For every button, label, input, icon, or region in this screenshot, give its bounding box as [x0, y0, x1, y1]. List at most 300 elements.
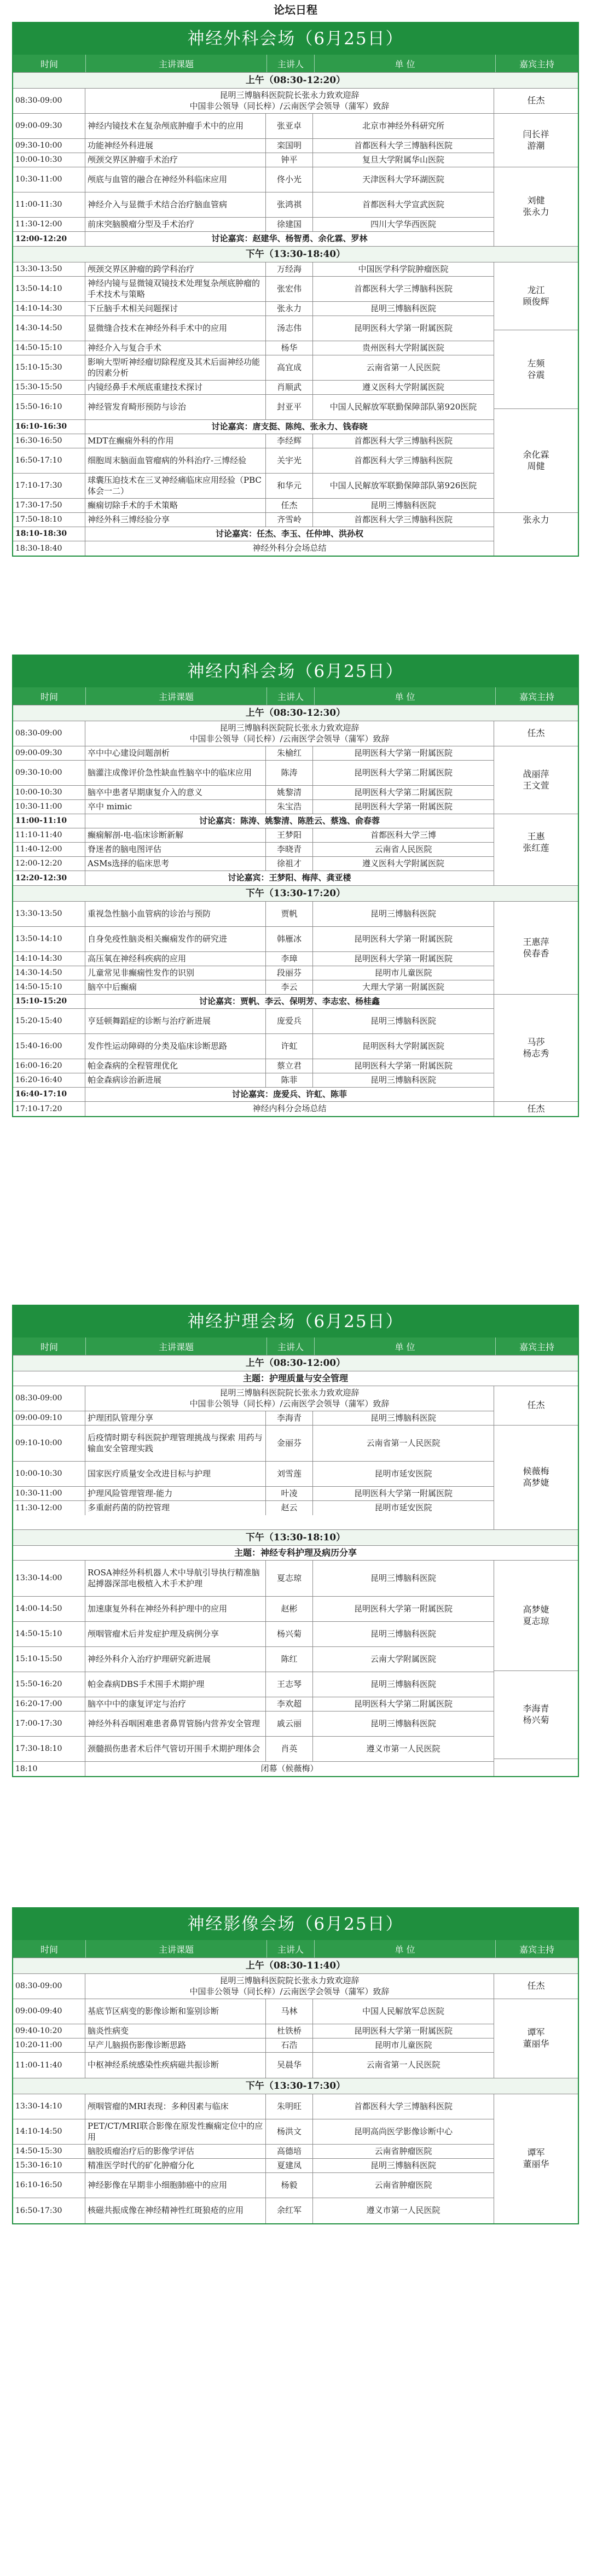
row-topic: ASMs选择的临床思考 [85, 857, 266, 871]
schedule-row [13, 1622, 494, 1647]
row-time: 16:20-16:40 [13, 1073, 85, 1087]
row-time: 11:30-12:00 [13, 1501, 85, 1515]
row-unit: 昆明医科大学第一附属医院 [354, 1603, 453, 1614]
row-unit: 北京市神经外科研究所 [362, 120, 444, 131]
row-topic: 脑灌注成像评价急性缺血性脑卒中的临床应用 [85, 761, 266, 785]
schedule-row [13, 2198, 494, 2223]
host-column [494, 1386, 578, 1529]
row-unit: 贵州医科大学附属医院 [362, 342, 444, 353]
schedule-row [13, 843, 494, 857]
session-title: 上午（08:30-12:00） [13, 1356, 578, 1371]
row-unit: 昆明医科大学附属医院 [362, 1041, 444, 1051]
schedule-row [13, 513, 494, 527]
discussion-guests: 讨论嘉宾：陈涛、姚黎清、陈胜云、蔡逸、俞春蓉 [199, 815, 380, 826]
schedule-row [13, 381, 494, 395]
host-cell: 刘健 张永力 [523, 195, 549, 217]
venue-section [12, 1305, 579, 1777]
row-topic: 神经外科介入治疗护理研究新进展 [85, 1647, 266, 1672]
col-header-host: 嘉宾主持 [519, 691, 554, 702]
row-unit: 云南省人民医院 [374, 844, 432, 854]
host-cell: 战丽萍 王文萱 [494, 746, 578, 814]
row-unit: 首都医科大学三博脑科医院 [354, 514, 453, 524]
row-unit: 中国人民解放军联勤保障部队第926医院 [329, 480, 477, 490]
row-time: 14:00-14:50 [13, 1597, 85, 1621]
session-body [13, 2094, 578, 2223]
row-speaker: 汤志伟 [266, 316, 313, 341]
session-rows [13, 1386, 494, 1529]
row-speaker: 段丽芬 [266, 966, 313, 980]
row-speaker: 徐祖才 [266, 857, 313, 871]
row-unit: 昆明医科大学第一附属医院 [354, 323, 453, 333]
row-speaker: 杨华 [266, 341, 313, 355]
col-header-time: 时间 [13, 1337, 86, 1355]
row-topic: 护理风险管理管理-能力 [85, 1487, 266, 1500]
schedule-row [13, 277, 494, 302]
row-unit: 昆明三博脑科医院 [370, 1412, 436, 1423]
row-unit: 昆明医科大学第一附属医院 [354, 747, 453, 758]
session-block [13, 2078, 578, 2223]
row-topic: 前床突脑膜瘤分型及手术治疗 [85, 218, 266, 231]
host-column [494, 262, 578, 556]
row-speaker: 贾帆 [266, 902, 313, 926]
row-topic: 脊迷者的脑电图评估 [85, 843, 266, 856]
row-time: 09:40-10:20 [13, 2024, 85, 2038]
row-unit: 昆明医科大学第一附属医院 [354, 933, 453, 944]
row-unit: 遵义市第一人民医院 [366, 2205, 441, 2216]
schedule-row [13, 153, 494, 167]
row-speaker: 赵云 [266, 1501, 313, 1515]
venue-section [12, 22, 579, 557]
row-unit: 昆明医科大学第二附属医院 [354, 787, 453, 797]
schedule-row [13, 192, 494, 218]
session-title: 下午（13:30-18:40） [13, 247, 578, 262]
row-time: 18:30-18:40 [13, 541, 85, 556]
row-speaker: 杨洪文 [266, 2119, 313, 2144]
row-time: 16:30-16:50 [13, 434, 85, 448]
row-speaker: 王梦阳 [266, 828, 313, 842]
row-unit: 云南省第一人民医院 [366, 2060, 441, 2070]
session-body [13, 1386, 578, 1529]
schedule-row [13, 2173, 494, 2198]
row-unit: 昆明三博脑科医院 [370, 2160, 436, 2170]
row-topic: 卒中中心建设问题剖析 [85, 746, 266, 760]
row-time: 10:30-11:00 [13, 800, 85, 814]
row-topic: 脑卒中中的康复评定与治疗 [85, 1697, 266, 1711]
row-time: 14:10-14:50 [13, 2119, 85, 2144]
session-subtitle: 主题：神经专科护理及病历分享 [13, 1546, 578, 1561]
row-topic: 自身免疫性脑炎相关癫痫发作的研究进 [85, 927, 266, 951]
schedule-row [13, 1426, 494, 1462]
discussion-guests: 讨论嘉宾：唐支挺、陈纯、张永力、钱春晓 [211, 421, 368, 431]
row-speaker: 徐建国 [266, 218, 313, 231]
session-rows [13, 1974, 494, 2078]
row-topic: 帕金森病DBS手术围手术期护理 [85, 1672, 266, 1697]
row-time: 16:40-17:10 [13, 1088, 85, 1101]
host-cell: 任杰 [494, 89, 578, 114]
row-time: 11:00-11:30 [13, 192, 85, 217]
venue-section [12, 1907, 579, 2224]
session-block [13, 1355, 578, 1529]
host-cell: 左频 谷震 [494, 330, 578, 409]
row-time: 09:00-09:10 [13, 1411, 85, 1425]
row-speaker: 朱榆红 [266, 746, 313, 760]
schedule-row [13, 828, 494, 843]
host-cell: 马莎 杨志秀 [494, 995, 578, 1102]
row-unit: 昆明三博脑科医院 [370, 500, 436, 510]
row-time: 11:30-12:00 [13, 218, 85, 231]
row-time: 15:10-15:50 [13, 1647, 85, 1672]
row-topic: 脑卒中患者早期康复介入的意义 [85, 786, 266, 799]
host-cell: 任杰 [527, 1103, 545, 1114]
row-time: 13:50-14:10 [13, 277, 85, 301]
venue-banner: 神经影像会场（6月25日） [13, 1908, 578, 1940]
row-time: 13:50-14:10 [13, 927, 85, 951]
row-time: 14:50-15:10 [13, 341, 85, 355]
host-cell: 闫长祥 游潮 [494, 114, 578, 167]
row-topic: 核磁共振成像在神经精神性红斑狼疮的应用 [85, 2198, 266, 2223]
table-header [13, 1940, 578, 1958]
host-cell: 龙江 顾俊辉 [494, 262, 578, 330]
col-header-host: 嘉宾主持 [519, 59, 554, 69]
row-topic: 脑胶质瘤治疗后的影像学评估 [85, 2145, 266, 2158]
row-topic: 神经外科三博经验分享 [85, 513, 266, 527]
row-topic: 神经介入与复合手术 [85, 341, 266, 355]
schedule-row [13, 434, 494, 448]
host-cell: 高梦婕 夏志琼 [494, 1561, 578, 1671]
row-topic: 细胞周末脑面血管瘤病的外科治疗-三博经验 [85, 448, 266, 473]
row-unit: 云南大学附属医院 [370, 1654, 436, 1664]
row-topic: 帕金森病诊治新进展 [85, 1073, 266, 1087]
row-unit: 昆明市延安医院 [374, 1503, 432, 1513]
schedule-row [13, 1501, 494, 1515]
host-cell [494, 1759, 578, 1773]
schedule-row [13, 262, 494, 277]
host-cell: 王惠萍 侯春香 [494, 902, 578, 995]
row-speaker: 叶凌 [266, 1487, 313, 1500]
program-row [13, 541, 494, 556]
row-unit: 昆明三博脑科医院 [370, 908, 436, 919]
row-program: 昆明三博脑科医院院长张永力致欢迎辞 中国非公领导（同长梓）/云南医学会领导（蒲军）致辞 [189, 723, 390, 744]
discussion-row [13, 527, 494, 541]
row-speaker: 钟平 [266, 153, 313, 167]
row-time: 16:10-16:50 [13, 2173, 85, 2198]
schedule-row [13, 1462, 494, 1487]
row-unit: 遵义医科大学附属医院 [362, 858, 444, 868]
col-header-topic: 主讲课题 [86, 687, 267, 705]
row-time: 08:30-09:00 [13, 89, 85, 113]
row-time: 15:50-16:20 [13, 1672, 85, 1697]
row-speaker: 庞爱兵 [266, 1009, 313, 1033]
row-speaker: 李欢超 [266, 1697, 313, 1711]
row-time: 16:10-16:30 [13, 420, 85, 434]
host-column [494, 1561, 578, 1776]
row-time: 16:20-17:00 [13, 1697, 85, 1711]
row-topic: 护理团队管理分享 [85, 1411, 266, 1425]
row-speaker: 蔡立君 [266, 1059, 313, 1073]
schedule-row [13, 857, 494, 871]
row-topic: 后疫情时期专科医院护理管理挑战与探索 用药与输血安全管理实践 [85, 1426, 266, 1461]
session-body [13, 902, 578, 1116]
row-topic: 高压氧在神经科疾病的应用 [85, 952, 266, 966]
col-header-topic: 主讲课题 [86, 55, 267, 72]
row-speaker: 李璋 [266, 952, 313, 966]
col-header-host: 嘉宾主持 [519, 1341, 554, 1352]
row-time: 10:00-10:30 [13, 153, 85, 167]
host-cell: 李海青 杨兴菊 [494, 1671, 578, 1759]
row-topic: 颈髓损伤患者术后伴气管切开围手术期护理体会 [85, 1737, 266, 1761]
row-time: 14:30-14:50 [13, 316, 85, 341]
row-unit: 云南省肿瘤医院 [374, 2180, 432, 2190]
schedule-row [13, 139, 494, 153]
schedule-row [13, 1073, 494, 1088]
row-unit: 昆明医科大学第一附属医院 [354, 2025, 453, 2036]
row-unit: 昆明市儿童医院 [374, 2040, 432, 2050]
schedule-row [13, 218, 494, 232]
host-cell: 任杰 [494, 1386, 578, 1426]
schedule-row [13, 2024, 494, 2038]
host-column [494, 2094, 578, 2223]
row-speaker: 夏建凤 [266, 2159, 313, 2172]
schedule-row [13, 966, 494, 980]
host-cell: 余化霖 周健 [494, 409, 578, 513]
row-time: 08:30-09:00 [13, 1974, 85, 1999]
row-speaker: 和华元 [266, 474, 313, 498]
session-body [13, 262, 578, 556]
schedule-row [13, 1059, 494, 1073]
row-speaker: 封亚平 [266, 395, 313, 419]
row-topic: 重视急性脑小血管病的诊治与预防 [85, 902, 266, 926]
venue-banner: 神经内科会场（6月25日） [13, 656, 578, 687]
row-unit: 云南省第一人民医院 [366, 362, 441, 372]
col-header-unit: 单 位 [315, 1940, 496, 1958]
row-time: 09:00-09:40 [13, 1999, 85, 2024]
row-time: 13:30-13:50 [13, 902, 85, 926]
col-header-speaker: 主讲人 [267, 1940, 315, 1958]
schedule-row [13, 114, 494, 139]
col-header-time: 时间 [13, 1940, 86, 1958]
row-time: 14:30-14:50 [13, 966, 85, 980]
discussion-guests: 讨论嘉宾：王梦阳、梅萍、龚亚楼 [228, 873, 351, 883]
row-topic: 帕金森病的全程管理优化 [85, 1059, 266, 1073]
schedule-row [13, 167, 494, 192]
row-speaker: 戚云丽 [266, 1712, 313, 1736]
program-row [13, 89, 494, 114]
row-time: 17:30-18:10 [13, 1737, 85, 1761]
schedule-row [13, 355, 494, 381]
schedule-row [13, 1561, 494, 1597]
venue-banner: 神经护理会场（6月25日） [13, 1306, 578, 1337]
col-header-topic: 主讲课题 [86, 1940, 267, 1958]
row-unit: 昆明三博脑科医院 [370, 1628, 436, 1639]
host-cell: 任杰 [494, 721, 578, 746]
session-title: 下午（13:30-17:20） [13, 886, 578, 902]
row-time: 17:50-18:10 [13, 513, 85, 527]
row-time: 12:00-12:20 [13, 232, 85, 246]
schedule-row [13, 474, 494, 499]
row-time: 15:30-16:10 [13, 2159, 85, 2172]
row-topic: 神经内镜与显微镜双镜技术处理复杂颅底肿瘤的手术技术与策略 [85, 277, 266, 301]
row-speaker: 余红军 [266, 2198, 313, 2223]
row-speaker: 陈菲 [266, 1073, 313, 1087]
row-topic: 基底节区病变的影像诊断和鉴别诊断 [85, 1999, 266, 2024]
schedule-row [13, 746, 494, 761]
session-block [13, 72, 578, 246]
row-unit: 昆明医科大学第一附属医院 [354, 953, 453, 963]
host-cell: 谭军 董丽华 [523, 2147, 549, 2169]
schedule-row [13, 2159, 494, 2173]
row-time: 09:10-10:00 [13, 1426, 85, 1461]
row-program: 神经内科分会场总结 [252, 1103, 327, 1114]
row-topic: 影响大型听神经瘤切除程度及其术后面神经功能的因素分析 [85, 355, 266, 380]
row-time: 17:00-17:30 [13, 1712, 85, 1736]
program-row [13, 1386, 494, 1411]
session-title: 上午（08:30-12:20） [13, 73, 578, 89]
row-speaker: 李海青 [266, 1411, 313, 1425]
doc-title: 论坛日程 [274, 3, 317, 16]
session-title: 下午（13:30-18:10） [13, 1530, 578, 1546]
row-time: 15:10-15:20 [13, 995, 85, 1008]
row-unit: 中国医学科学院肿瘤医院 [358, 264, 449, 274]
schedule-row [13, 1697, 494, 1712]
row-topic: 神经内镜技术在复杂颅底肿瘤手术中的应用 [85, 114, 266, 138]
row-speaker: 陈红 [266, 1647, 313, 1672]
row-speaker: 夏志琼 [266, 1561, 313, 1596]
row-speaker: 齐雪岭 [266, 513, 313, 527]
row-speaker: 许虹 [266, 1034, 313, 1059]
schedule-row [13, 1009, 494, 1034]
row-time: 15:40-16:00 [13, 1034, 85, 1059]
session-body [13, 89, 578, 246]
row-time: 11:10-11:40 [13, 828, 85, 842]
discussion-row [13, 871, 494, 885]
host-column [494, 902, 578, 1116]
row-unit: 昆明市儿童医院 [374, 967, 432, 978]
row-time: 13:30-14:10 [13, 2094, 85, 2119]
row-speaker: 陈涛 [266, 761, 313, 785]
host-cell: 候薇梅 高梦婕 [523, 1466, 549, 1488]
row-unit: 昆明三博脑科医院 [370, 1015, 436, 1026]
discussion-guests: 讨论嘉宾：赵建华、杨智勇、余化霖、罗林 [211, 233, 368, 244]
row-topic: 颅咽管瘤术后并发症护理及病例分享 [85, 1622, 266, 1646]
session-title: 上午（08:30-11:40） [13, 1958, 578, 1974]
row-topic: 脑卒中后癫痫 [85, 980, 266, 994]
row-topic: 内镜经鼻手术颅底重建技术探讨 [85, 381, 266, 394]
row-unit: 遵义医科大学附属医院 [362, 382, 444, 392]
schedule-row [13, 448, 494, 474]
row-time: 16:50-17:10 [13, 448, 85, 473]
row-topic: 显微缝合技术在神经外科手术中的应用 [85, 316, 266, 341]
session-rows [13, 902, 494, 1116]
row-speaker: 关宇光 [266, 448, 313, 473]
row-topic: ROSA神经外科机器人术中导航引导执行精准脑起搏器深部电极植入术手术护理 [85, 1561, 266, 1596]
row-speaker: 杨兴菊 [266, 1622, 313, 1646]
row-time: 17:30-17:50 [13, 499, 85, 512]
schedule-row [13, 1597, 494, 1622]
discussion-row [13, 1088, 494, 1102]
session-rows [13, 1561, 494, 1776]
host-cell: 任杰 [494, 1974, 578, 1999]
row-topic: 中枢神经系统感染性疾病磁共振诊断 [85, 2053, 266, 2078]
host-cell: 王惠 张红莲 [523, 831, 549, 853]
row-speaker: 杜铁桥 [266, 2024, 313, 2038]
row-unit: 昆明三博脑科医院 [370, 1679, 436, 1689]
row-topic: 脑炎性病变 [85, 2024, 266, 2038]
row-time: 09:00-09:30 [13, 114, 85, 138]
schedule-row [13, 316, 494, 341]
schedule-row [13, 761, 494, 786]
session-rows [13, 262, 494, 556]
schedule-row [13, 800, 494, 814]
row-time: 13:30-13:50 [13, 262, 85, 276]
discussion-row [13, 995, 494, 1009]
row-program: 昆明三博脑科医院院长张永力致欢迎辞 中国非公领导（同长梓）/云南医学会领导（蒲军）致辞 [189, 1388, 390, 1409]
schedule-row [13, 499, 494, 513]
col-header-topic: 主讲课题 [86, 1337, 267, 1355]
row-time: 15:50-16:10 [13, 395, 85, 419]
row-speaker: 金丽芬 [266, 1426, 313, 1461]
row-topic: 下丘脑手术相关问题探讨 [85, 302, 266, 316]
row-unit: 云南省第一人民医院 [366, 1438, 441, 1448]
row-topic: 亨廷顿舞蹈症的诊断与治疗新进展 [85, 1009, 266, 1033]
host-column [494, 721, 578, 885]
col-header-speaker: 主讲人 [267, 687, 315, 705]
row-unit: 昆明医科大学第一附属医院 [354, 1060, 453, 1071]
row-speaker: 任杰 [266, 499, 313, 512]
row-time: 10:00-10:30 [13, 786, 85, 799]
row-time: 13:30-14:00 [13, 1561, 85, 1596]
schedule-row [13, 1672, 494, 1697]
discussion-row [13, 232, 494, 246]
row-topic: 癫痫解剖-电-临床诊断新解 [85, 828, 266, 842]
schedule-row [13, 395, 494, 420]
schedule-row [13, 341, 494, 355]
row-unit: 昆明医科大学第一附属医院 [354, 801, 453, 811]
session-subtitle: 主题：护理质量与安全管理 [13, 1371, 578, 1386]
row-time: 08:30-09:00 [13, 1386, 85, 1411]
session-rows [13, 2094, 494, 2223]
row-speaker: 张鸿祺 [266, 192, 313, 217]
row-time: 18:10 [13, 1762, 85, 1776]
row-topic: 颅颈交界区肿瘤的跨学科治疗 [85, 262, 266, 276]
row-time: 11:00-11:10 [13, 814, 85, 828]
row-speaker: 赵彬 [266, 1597, 313, 1621]
row-speaker: 万经海 [266, 262, 313, 276]
row-unit: 首都医科大学三博脑科医院 [354, 140, 453, 150]
row-time: 15:10-15:30 [13, 355, 85, 380]
row-speaker: 朱宝浩 [266, 800, 313, 814]
table-header [13, 1337, 578, 1355]
schedule-row [13, 1999, 494, 2024]
row-time: 11:40-12:00 [13, 843, 85, 856]
row-speaker: 刘雪莲 [266, 1462, 313, 1486]
row-time: 10:20-11:00 [13, 2038, 85, 2052]
row-speaker: 朱明旺 [266, 2094, 313, 2119]
host-column [494, 1974, 578, 2078]
schedule-row [13, 2038, 494, 2053]
schedule-row [13, 786, 494, 800]
schedule-row [13, 927, 494, 952]
row-topic: 颅颈交界区肿瘤手术治疗 [85, 153, 266, 167]
row-speaker: 吴晨华 [266, 2053, 313, 2078]
col-header-speaker: 主讲人 [267, 1337, 315, 1355]
col-header-time: 时间 [13, 687, 86, 705]
row-time: 17:10-17:20 [13, 1102, 85, 1116]
row-topic: 精准医学时代的矿化肿瘤分化 [85, 2159, 266, 2172]
schedule-row [13, 2145, 494, 2159]
session-rows [13, 721, 494, 885]
discussion-guests: 讨论嘉宾：庞爱兵、许虹、陈菲 [231, 1089, 347, 1099]
row-unit: 首都医科大学宣武医院 [362, 199, 444, 209]
